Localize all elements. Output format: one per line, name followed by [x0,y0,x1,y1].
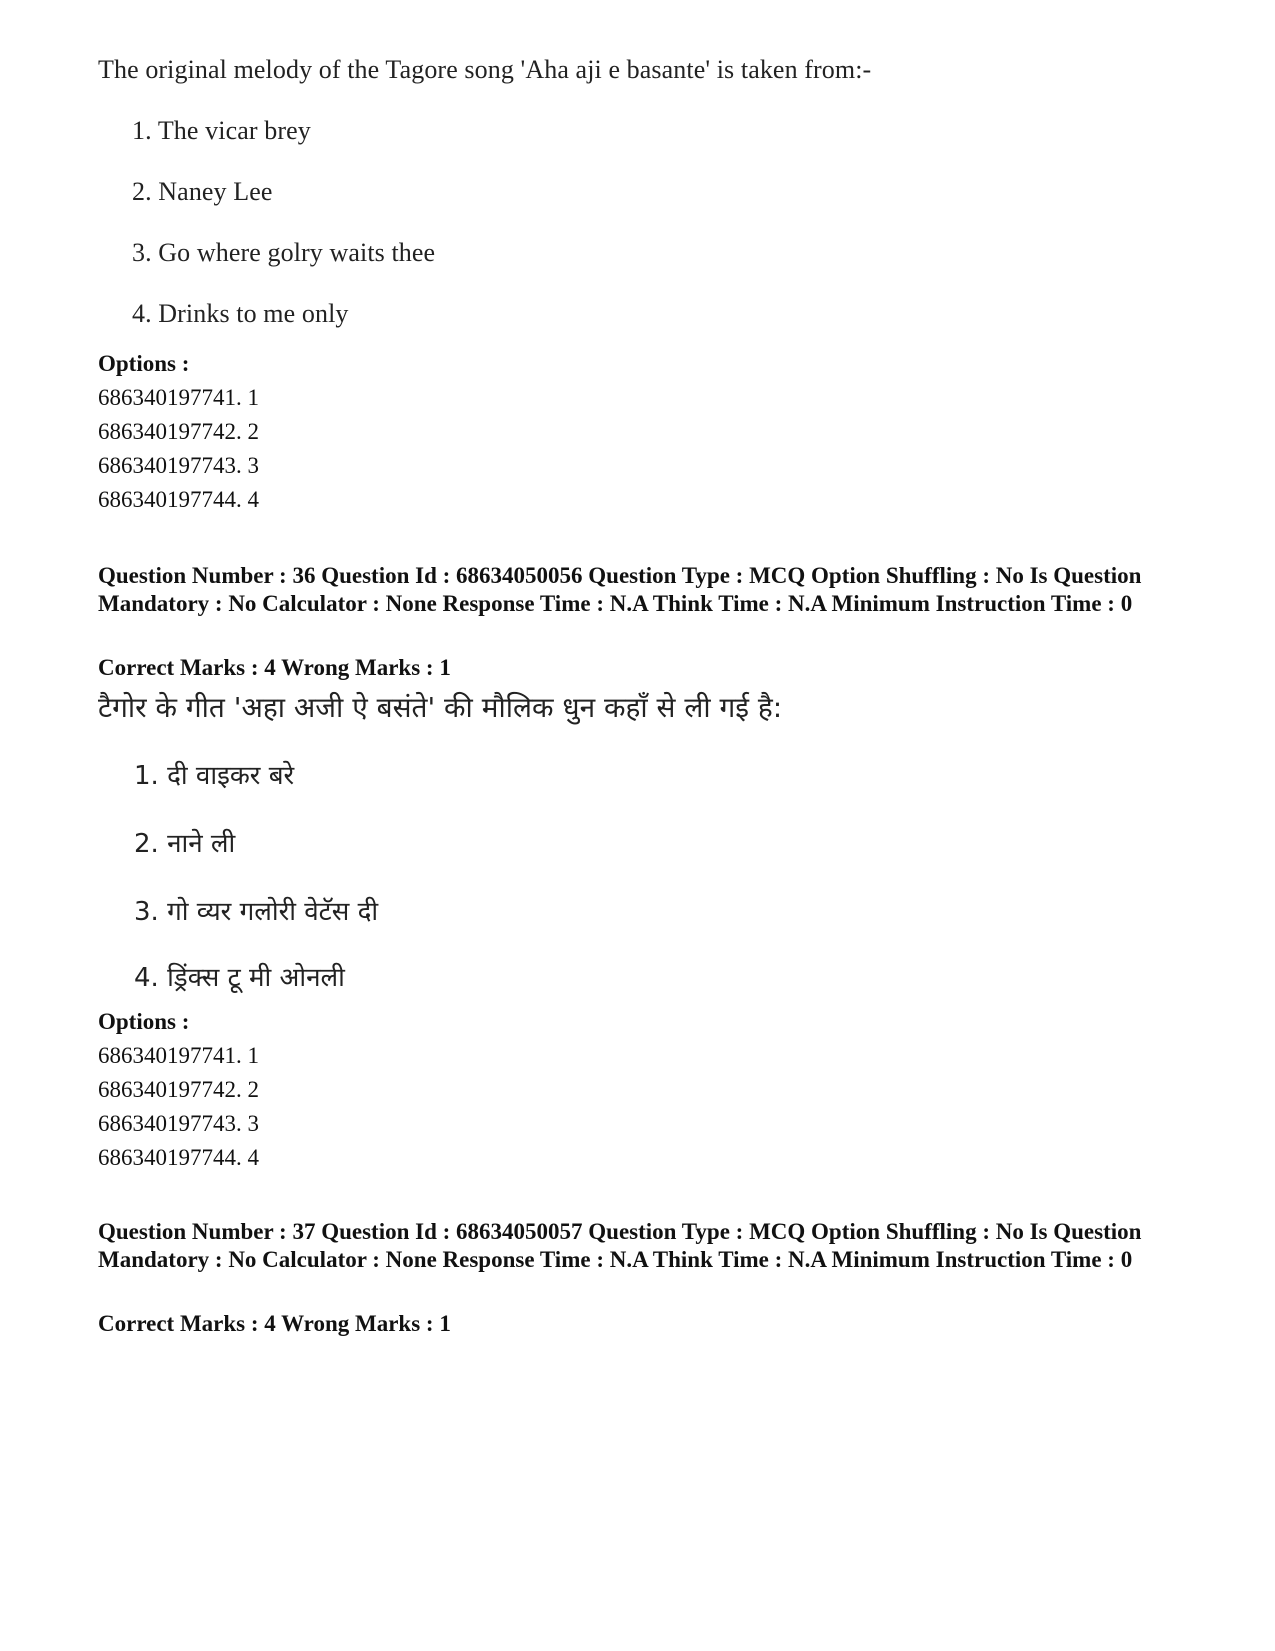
options-heading: Options : [98,351,190,376]
choice-item: 2. Naney Lee [132,177,273,206]
option-item: 686340197741. 1 [98,385,259,410]
option-item: 686340197742. 2 [98,1077,259,1102]
question-36-text: टैगोर के गीत 'अहा अजी ऐ बसंते' की मौलिक धुन कहाँ से ली गई है: [98,691,783,724]
question-36-marks: Correct Marks : 4 Wrong Marks : 1 [98,655,451,680]
choice-item: 3. गो व्यर गलोरी वेटॅस दी [134,897,379,927]
choice-item: 4. Drinks to me only [132,299,349,328]
option-item: 686340197744. 4 [98,1145,259,1170]
question-37-marks: Correct Marks : 4 Wrong Marks : 1 [98,1311,451,1336]
option-item: 686340197742. 2 [98,419,259,444]
question-37-meta: Question Number : 37 Question Id : 68634050057 Question Type : MCQ Option Shuffling : No Is Question Mandatory : No Calculator : None Response Time : N.A Think Time : N.A Minimum Instruction Time : 0 [98,1219,1142,1272]
choice-item: 1. The vicar brey [132,116,311,145]
choice-item: 2. नाने ली [134,829,236,859]
option-item: 686340197744. 4 [98,487,259,512]
choice-item: 4. ड्रिंक्स टू मी ओनली [134,963,345,993]
option-item: 686340197743. 3 [98,1111,259,1136]
question-35-text: The original melody of the Tagore song 'Aha aji e basante' is taken from:- [98,55,872,84]
question-36-meta: Question Number : 36 Question Id : 68634050056 Question Type : MCQ Option Shuffling : No Is Question Mandatory : No Calculator : None Response Time : N.A Think Time : N.A Minimum Instruction Time : 0 [98,563,1142,616]
choice-item: 3. Go where golry waits thee [132,238,436,267]
options-heading: Options : [98,1009,190,1034]
option-item: 686340197743. 3 [98,453,259,478]
option-item: 686340197741. 1 [98,1043,259,1068]
choice-item: 1. दी वाइकर बरे [134,761,295,791]
